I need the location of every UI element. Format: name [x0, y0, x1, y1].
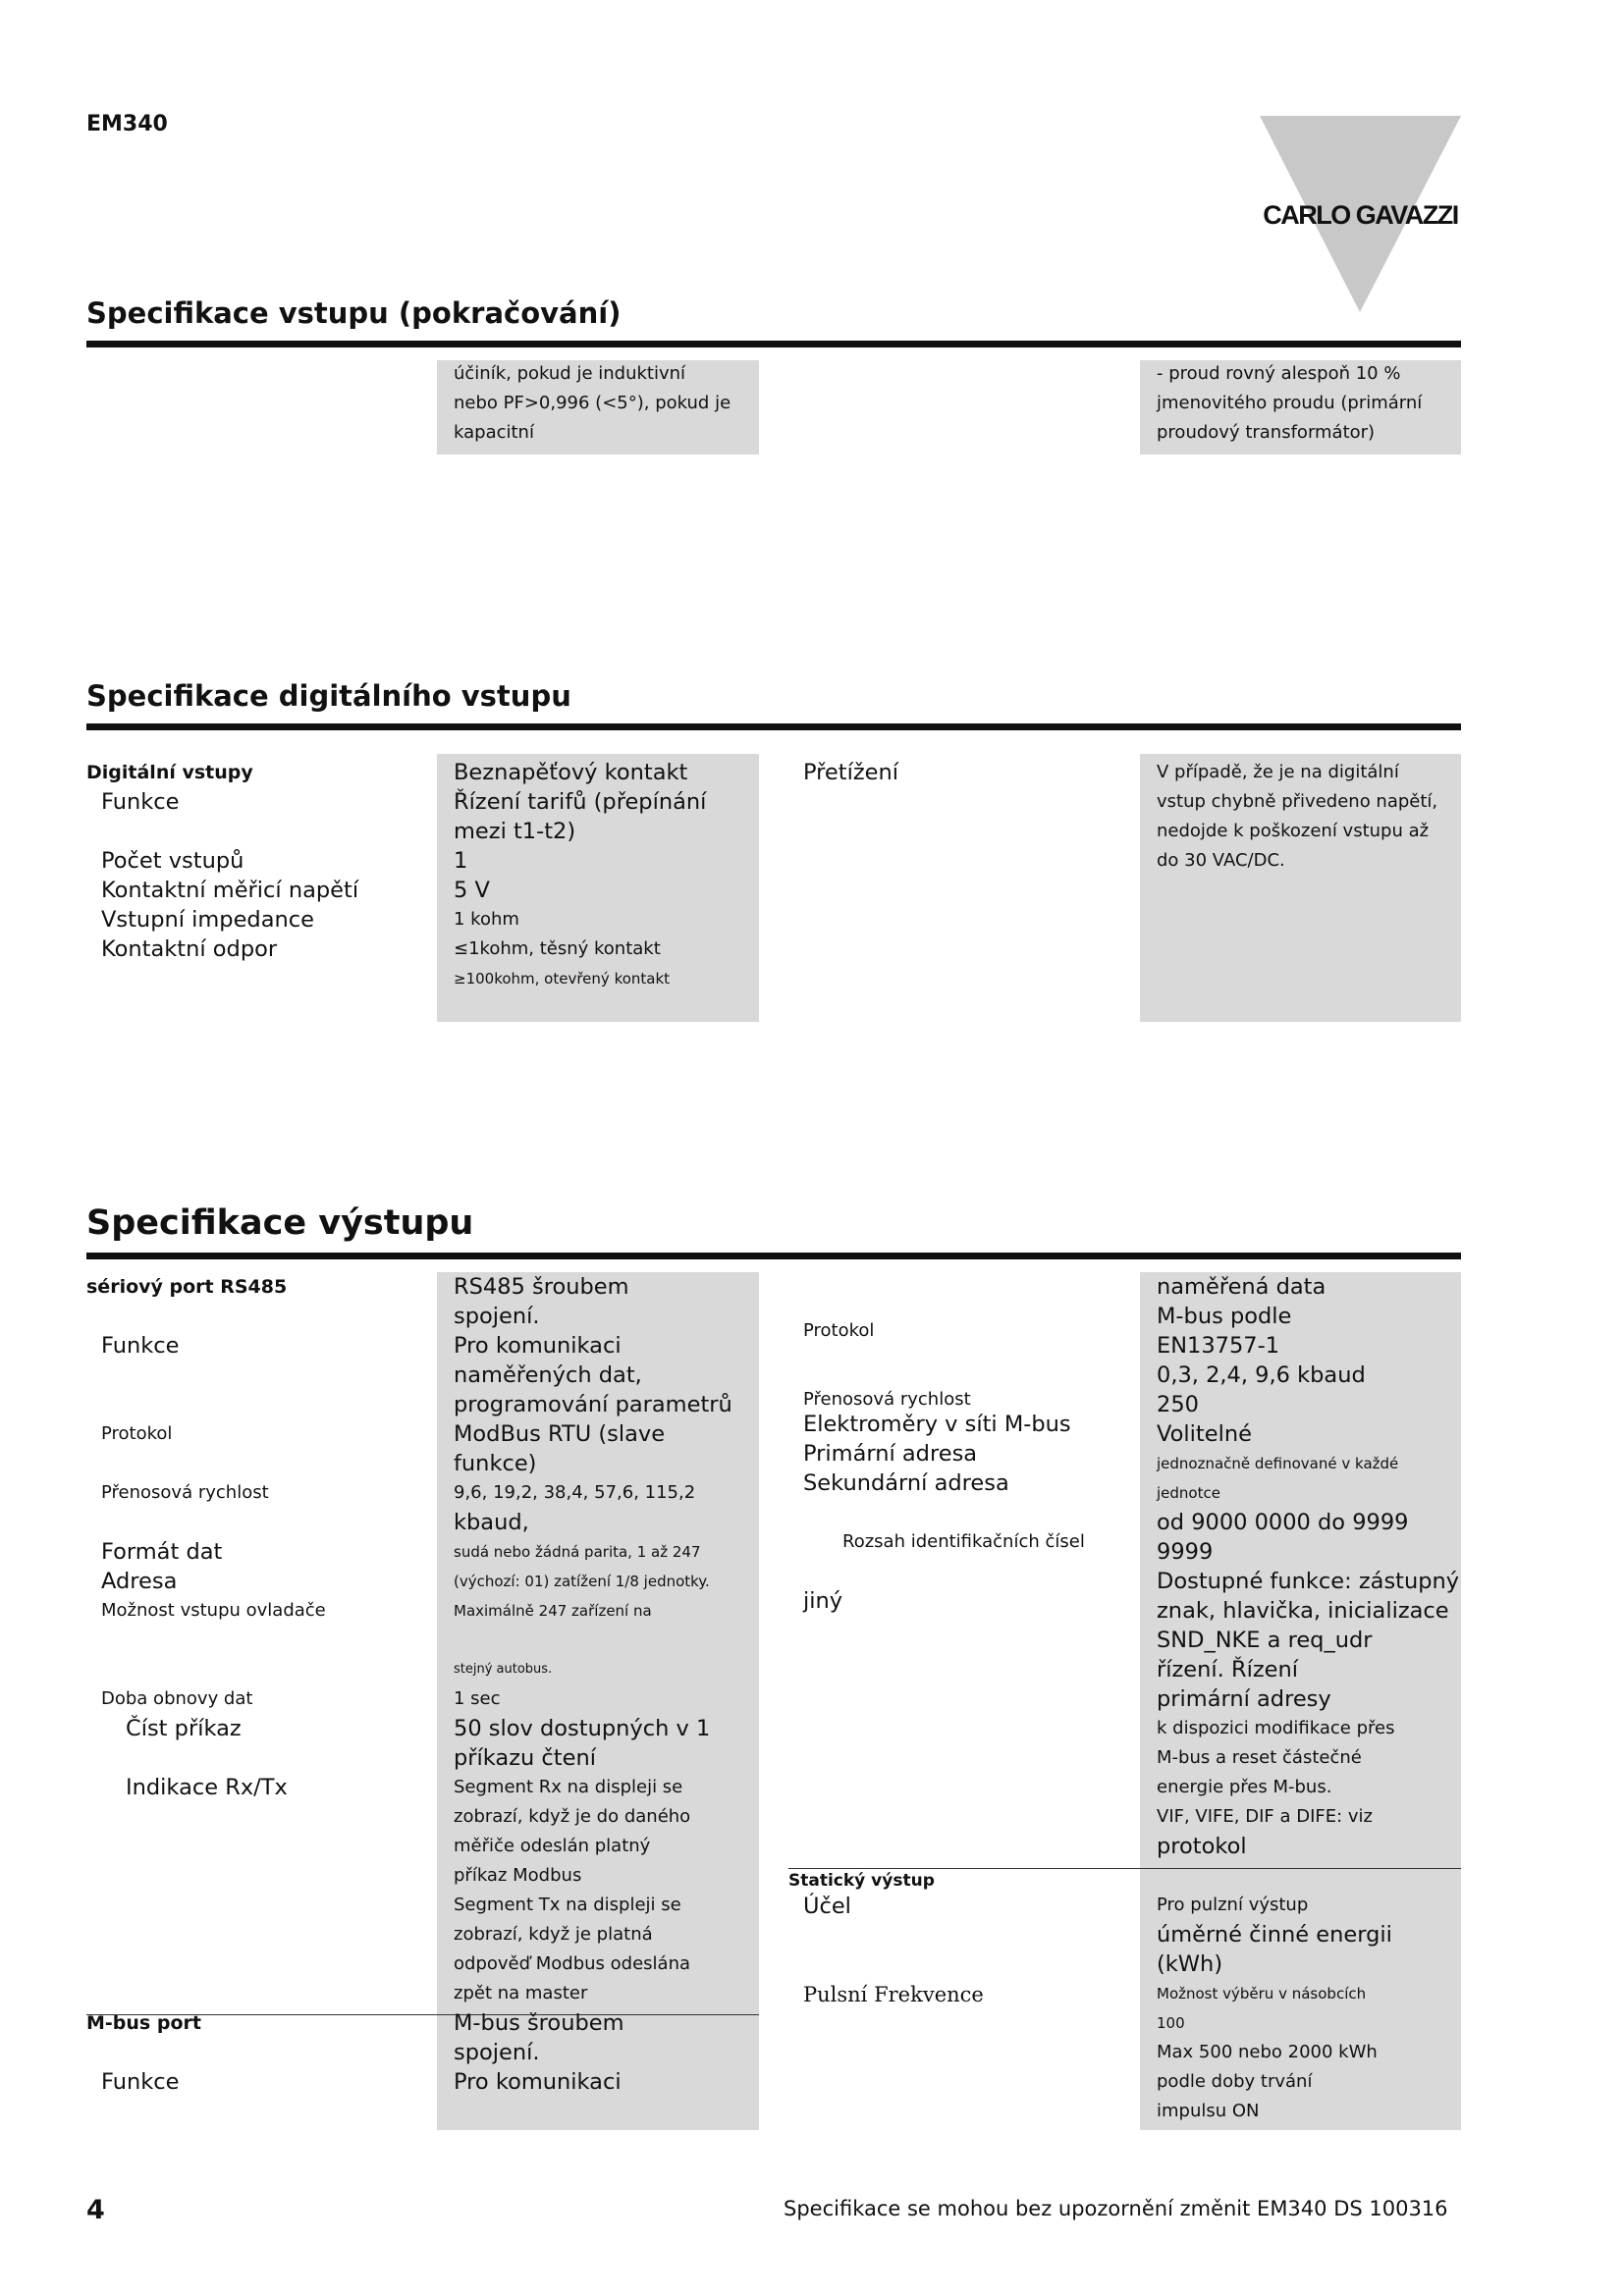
value-text: impulsu ON [1157, 2101, 1260, 2121]
value-text: EN13757-1 [1157, 1333, 1280, 1359]
section-rule [86, 341, 1461, 347]
value-text: Možnost výběru v násobcích [1157, 1985, 1367, 2002]
value-text: Pro pulzní výstup [1157, 1895, 1309, 1915]
value-text: do 30 VAC/DC. [1157, 850, 1285, 871]
value-text: RS485 šroubem [454, 1274, 629, 1300]
param-label: Možnost vstupu ovladače [101, 1600, 326, 1621]
value-text: funkce) [454, 1451, 537, 1476]
brand-logo [1260, 116, 1461, 312]
value-text: (výchozí: 01) zatížení 1/8 jednotky. [454, 1573, 710, 1590]
value-text: 0,3, 2,4, 9,6 kbaud [1157, 1362, 1366, 1388]
value-text: jednotce [1157, 1484, 1220, 1502]
sec3-col-c-static [788, 1870, 984, 2009]
param-label: Funkce [101, 789, 180, 815]
spacer [1157, 1861, 1459, 1891]
value-text: Maximálně 247 zařízení na [454, 1602, 652, 1620]
spacer [86, 1949, 326, 1979]
param-label: Funkce [101, 2069, 180, 2095]
value-text: primární adresy [1157, 1686, 1331, 1712]
value-text: jmenovitého proudu (primární [1157, 393, 1423, 413]
param-label: jiný [803, 1588, 843, 1614]
value-text: Pro komunikaci [454, 2069, 622, 2095]
value-text: M-bus a reset částečné [1157, 1747, 1362, 1768]
value-text: M-bus šroubem [454, 2010, 624, 2036]
value-text: příkazu čtení [454, 1745, 596, 1771]
value-text: 50 slov dostupných v 1 [454, 1716, 711, 1741]
spacer [86, 1802, 326, 1832]
value-text: SND_NKE a req_udr [1157, 1628, 1373, 1653]
value-text: nedojde k poškození vstupu až [1157, 821, 1430, 841]
value-text: ≤1kohm, těsný kontakt [454, 938, 661, 959]
value-text: Beznapěťový kontakt [454, 760, 688, 785]
value-text: V případě, že je na digitální [1157, 762, 1399, 782]
value-text: měřiče odeslán platný [454, 1836, 651, 1856]
param-label: Primární adresa [803, 1441, 978, 1467]
param-label: Přenosová rychlost [101, 1482, 269, 1503]
param-label: Indikace Rx/Tx [126, 1775, 288, 1800]
sec3-col-a [86, 1272, 326, 2097]
spacer [86, 1508, 326, 1537]
sec2-col-b [454, 758, 706, 993]
brand-name: CARLO GAVAZZI [1263, 200, 1458, 230]
value-text: účiník, pokud je induktivní [454, 363, 686, 384]
spacer [86, 1861, 326, 1891]
spacer [803, 1346, 1085, 1375]
value-text: energie přes M-bus. [1157, 1777, 1332, 1797]
value-text: 5 V [454, 878, 490, 903]
sec1-col-b [454, 359, 731, 448]
value-text: zpět na master [454, 1983, 588, 2003]
param-label: Kontaktní měřicí napětí [101, 878, 359, 903]
param-label: Kontaktní odpor [101, 936, 278, 962]
spacer [86, 1743, 326, 1773]
param-label: Účel [803, 1894, 851, 1919]
value-text: odpověď Modbus odeslána [454, 1953, 691, 1974]
value-text: sudá nebo žádná parita, 1 až 247 [454, 1543, 701, 1561]
footer-note: Specifikace se mohou bez upozornění změnit EM340 DS 100316 [784, 2197, 1448, 2220]
value-text: naměřených dat, [454, 1362, 642, 1388]
value-text: 100 [1157, 2014, 1185, 2032]
value-text: (kWh) [1157, 1951, 1223, 1977]
spacer [86, 1655, 326, 1684]
value-text: kbaud, [454, 1510, 529, 1535]
group-label: M-bus port [86, 2012, 201, 2034]
spacer [86, 1449, 326, 1478]
spacer [788, 1950, 984, 1980]
value-text: ≥100kohm, otevřený kontakt [454, 970, 671, 988]
spacer [86, 2038, 326, 2067]
value-text: úměrné činné energii [1157, 1922, 1392, 1948]
value-text: 1 sec [454, 1688, 501, 1709]
value-text: programování parametrů [454, 1392, 732, 1417]
spacer [86, 817, 358, 846]
section-rule [86, 1253, 1461, 1259]
param-label: Protokol [803, 1320, 875, 1341]
param-label: Přetížení [803, 760, 899, 785]
value-text: znak, hlavička, inicializace [1157, 1598, 1449, 1624]
sec1-col-d [1157, 359, 1422, 448]
sec3-col-c [803, 1287, 1085, 1614]
value-text: mezi t1-t2) [454, 819, 576, 844]
value-text: 1 kohm [454, 909, 519, 930]
value-text: kapacitní [454, 422, 534, 443]
value-text: řízení. Řízení [1157, 1657, 1299, 1682]
param-label: Adresa [101, 1569, 178, 1594]
page-number: 4 [86, 2195, 105, 2225]
spacer [86, 1390, 326, 1419]
value-text: spojení. [454, 1304, 540, 1329]
sec2-col-c [803, 758, 898, 787]
spacer [86, 1979, 326, 2008]
section-title-digital-input: Specifikace digitálního vstupu [86, 679, 571, 713]
param-label: Protokol [101, 1423, 173, 1444]
value-text: Volitelné [1157, 1421, 1252, 1447]
spacer [86, 1361, 326, 1390]
param-label: Elektroměry v síti M-bus [803, 1412, 1071, 1437]
param-label: Funkce [101, 1333, 180, 1359]
value-text: k dispozici modifikace přes [1157, 1718, 1395, 1738]
sec2-col-d [1157, 758, 1437, 876]
section-rule [86, 723, 1461, 730]
value-text: 9999 [1157, 1539, 1214, 1565]
param-label: Počet vstupů [101, 848, 244, 874]
spacer [788, 1921, 984, 1950]
value-text: Segment Rx na displeji se [454, 1777, 683, 1797]
value-text: spojení. [454, 2040, 540, 2065]
spacer [86, 1891, 326, 1920]
value-text: příkaz Modbus [454, 1865, 582, 1886]
param-label: Číst příkaz [126, 1716, 242, 1741]
value-text: naměřená data [1157, 1274, 1326, 1300]
value-text: protokol [1157, 1834, 1247, 1859]
value-text: jednoznačně definované v každé [1157, 1455, 1399, 1472]
spacer [86, 1626, 326, 1655]
param-label: Vstupní impedance [101, 907, 314, 933]
group-label: Digitální vstupy [86, 762, 253, 783]
value-text: od 9000 0000 do 9999 [1157, 1510, 1409, 1535]
spacer [454, 1626, 732, 1655]
value-text: zobrazí, když je platná [454, 1924, 653, 1945]
value-text: zobrazí, když je do daného [454, 1806, 691, 1827]
param-label: Přenosová rychlost [803, 1389, 971, 1410]
value-text: Řízení tarifů (přepínání [454, 789, 707, 815]
group-label: Statický výstup [788, 1871, 935, 1891]
value-text: vstup chybně přivedeno napětí, [1157, 791, 1438, 812]
sec3-col-d [1157, 1272, 1459, 2126]
value-text: M-bus podle [1157, 1304, 1292, 1329]
spacer [803, 1287, 1085, 1316]
param-label: Pulsní Frekvence [803, 1983, 984, 2006]
param-label: Rozsah identifikačních čísel [842, 1531, 1085, 1552]
spacer [86, 1302, 326, 1331]
group-label: sériový port RS485 [86, 1276, 288, 1298]
param-label: Doba obnovy dat [101, 1688, 253, 1709]
value-text: Dostupné funkce: zástupný [1157, 1569, 1460, 1594]
section-title-input-continued: Specifikace vstupu (pokračování) [86, 296, 622, 330]
model-name: EM340 [86, 112, 168, 136]
sec2-col-a [86, 758, 358, 964]
value-text: - proud rovný alespoň 10 % [1157, 363, 1401, 384]
sec3-col-b [454, 1272, 732, 2097]
value-text: 250 [1157, 1392, 1199, 1417]
section-title-output: Specifikace výstupu [86, 1203, 474, 1243]
value-text: proudový transformátor) [1157, 422, 1376, 443]
value-text: stejný autobus. [454, 1662, 553, 1677]
param-label: Sekundární adresa [803, 1470, 1009, 1496]
value-text: Max 500 nebo 2000 kWh [1157, 2042, 1378, 2062]
spacer [86, 1920, 326, 1949]
value-text: Pro komunikaci [454, 1333, 622, 1359]
value-text: ModBus RTU (slave [454, 1421, 666, 1447]
value-text: VIF, VIFE, DIF a DIFE: viz [1157, 1806, 1373, 1827]
value-text: nebo PF>0,996 (<5°), pokud je [454, 393, 731, 413]
value-text: podle doby trvání [1157, 2071, 1313, 2092]
value-text: 9,6, 19,2, 38,4, 57,6, 115,2 [454, 1482, 696, 1503]
spacer [86, 1832, 326, 1861]
param-label: Formát dat [101, 1539, 223, 1565]
value-text: 1 [454, 848, 468, 874]
value-text: Segment Tx na displeji se [454, 1895, 681, 1915]
